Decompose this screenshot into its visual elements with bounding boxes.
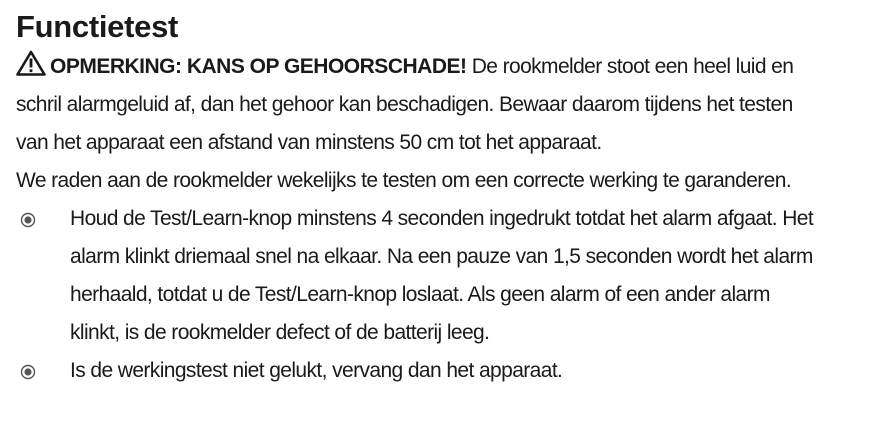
warning-triangle-icon: [16, 50, 46, 76]
list-item: [16, 352, 864, 390]
intro-paragraph: We raden aan de rookmelder wekelijks te testen om een correcte werking te garanderen.: [16, 169, 792, 192]
circle-bullet-icon: [20, 364, 36, 380]
list-item-text: Is de werkingstest niet gelukt, vervang dan het apparaat.: [70, 359, 563, 382]
list-item-text: Houd de Test/Learn-knop minstens 4 seconden ingedrukt totdat het alarm afgaat. Het alarm klinkt driemaal snel na elkaar. Na een pauze van 1,5 seconden wordt het alarm herhaald, totdat u de Test/Learn-knop loslaat. Als geen alarm of een ander alarm klinkt, is de rookmelder defect of de batterij leeg.: [70, 207, 814, 344]
document-page: [16, 6, 864, 390]
list-item: [16, 200, 815, 352]
circle-bullet-icon: [20, 212, 36, 228]
page-title: Functietest: [16, 9, 179, 44]
instruction-list: [16, 200, 864, 390]
warning-label: OPMERKING: KANS OP GEHOORSCHADE!: [50, 55, 467, 78]
warning-paragraph: [16, 48, 816, 162]
warning-text: De rookmelder stoot een heel luid en schril alarmgeluid af, dan het gehoor kan beschadigen. Bewaar daarom tijdens het testen van het apparaat een afstand van minstens 50 cm tot het apparaat.: [16, 55, 794, 154]
